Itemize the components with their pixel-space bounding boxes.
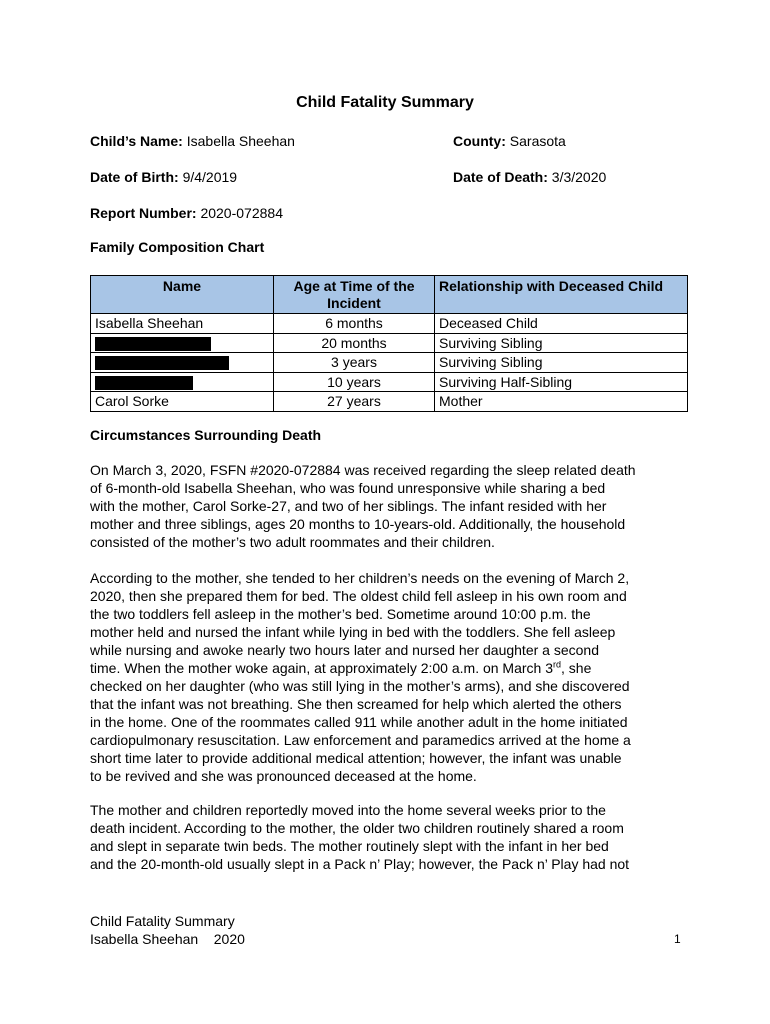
paragraph-3 [90, 801, 690, 873]
text-line: checked on her daughter (who was still lying in the mother’s arms), and she discovered [90, 678, 630, 694]
circumstances-heading: Circumstances Surrounding Death [90, 427, 322, 443]
cell-age: 20 months [274, 333, 435, 353]
column-header-name: Name [91, 276, 274, 314]
report-number-value: 2020-072884 [200, 205, 283, 221]
paragraph-1 [90, 461, 690, 551]
text-line: mother held and nursed the infant while lying in bed with the toddlers. She fell asleep [90, 624, 616, 640]
childs-name-value: Isabella Sheehan [186, 133, 295, 149]
text-line: the two toddlers fell asleep in the mother’s bed. Sometime around 10:00 p.m. the [90, 606, 591, 622]
text-line: of 6-month-old Isabella Sheehan, who was found unresponsive while sharing a bed [90, 480, 606, 496]
text-line: to be revived and she was pronounced deceased at the home. [90, 768, 477, 784]
table-row [91, 314, 688, 334]
dob-label: Date of Birth: [90, 169, 179, 185]
redaction-bar [95, 337, 211, 351]
cell-name-redacted [91, 372, 274, 392]
childs-name-field [90, 133, 295, 149]
report-number-field [90, 205, 283, 221]
cell-name-redacted [91, 353, 274, 373]
text-line: short time later to provide additional medical attention; however, the infant was unable [90, 750, 622, 766]
footer-subtitle: Isabella Sheehan 2020 [90, 931, 245, 947]
text-fragment: time. When the mother woke again, at approximately 2:00 a.m. on March 3 [90, 660, 554, 676]
text-line: According to the mother, she tended to her children’s needs on the evening of March 2, [90, 570, 630, 586]
column-header-relationship: Relationship with Deceased Child [435, 276, 688, 314]
cell-name: Carol Sorke [91, 392, 274, 412]
family-chart-heading: Family Composition Chart [90, 239, 265, 255]
dob-value: 9/4/2019 [182, 169, 238, 185]
county-field [453, 133, 566, 149]
paragraph-2 [90, 569, 690, 785]
cell-name: Isabella Sheehan [91, 314, 274, 334]
cell-age: 10 years [274, 372, 435, 392]
page-footer [90, 912, 245, 948]
text-line: The mother and children reportedly moved into the home several weeks prior to the [90, 802, 606, 818]
cell-name-redacted [91, 333, 274, 353]
page-number: 1 [674, 932, 681, 946]
text-line: consisted of the mother’s two adult roommates and their children. [90, 534, 495, 550]
text-line: 2020, then she prepared them for bed. The oldest child fell asleep in his own room and [90, 588, 627, 604]
page-title: Child Fatality Summary [296, 94, 474, 111]
table-row [91, 333, 688, 353]
text-line [90, 659, 690, 677]
table-header-row [91, 276, 688, 314]
redaction-bar [95, 376, 193, 390]
text-line: that the infant was not breathing. She then screamed for help which alerted the others [90, 696, 622, 712]
dob-field [90, 169, 237, 185]
cell-relationship: Deceased Child [435, 314, 688, 334]
family-composition-table [90, 275, 688, 412]
county-value: Sarasota [509, 133, 566, 149]
text-line: and slept in separate twin beds. The mother routinely slept with the infant in her bed [90, 838, 609, 854]
cell-relationship: Surviving Half-Sibling [435, 372, 688, 392]
redaction-bar [95, 356, 229, 370]
cell-relationship: Mother [435, 392, 688, 412]
cell-age: 27 years [274, 392, 435, 412]
table-row [91, 392, 688, 412]
dod-field [453, 169, 606, 185]
text-line: cardiopulmonary resuscitation. Law enforcement and paramedics arrived at the home a [90, 732, 631, 748]
footer-title: Child Fatality Summary [90, 913, 235, 929]
text-line: mother and three siblings, ages 20 months to 10-years-old. Additionally, the household [90, 516, 626, 532]
childs-name-label: Child’s Name: [90, 133, 183, 149]
report-number-label: Report Number: [90, 205, 197, 221]
county-label: County: [453, 133, 506, 149]
text-line: while nursing and awoke nearly two hours later and nursed her daughter a second [90, 642, 599, 658]
cell-age: 3 years [274, 353, 435, 373]
text-line: in the home. One of the roommates called 911 while another adult in the home initiated [90, 714, 628, 730]
dod-label: Date of Death: [453, 169, 548, 185]
cell-relationship: Surviving Sibling [435, 333, 688, 353]
cell-relationship: Surviving Sibling [435, 353, 688, 373]
text-line: with the mother, Carol Sorke-27, and two of her siblings. The infant resided with her [90, 498, 607, 514]
text-line: On March 3, 2020, FSFN #2020-072884 was received regarding the sleep related death [90, 462, 636, 478]
dod-value: 3/3/2020 [551, 169, 607, 185]
column-header-age: Age at Time of the Incident [274, 276, 435, 314]
table-row [91, 353, 688, 373]
cell-age: 6 months [274, 314, 435, 334]
table-row [91, 372, 688, 392]
superscript: rd [553, 659, 562, 670]
text-fragment: , she [561, 660, 592, 676]
text-line: and the 20-month-old usually slept in a Pack n’ Play; however, the Pack n’ Play had not [90, 856, 630, 872]
text-line: death incident. According to the mother, the older two children routinely shared a room [90, 820, 624, 836]
